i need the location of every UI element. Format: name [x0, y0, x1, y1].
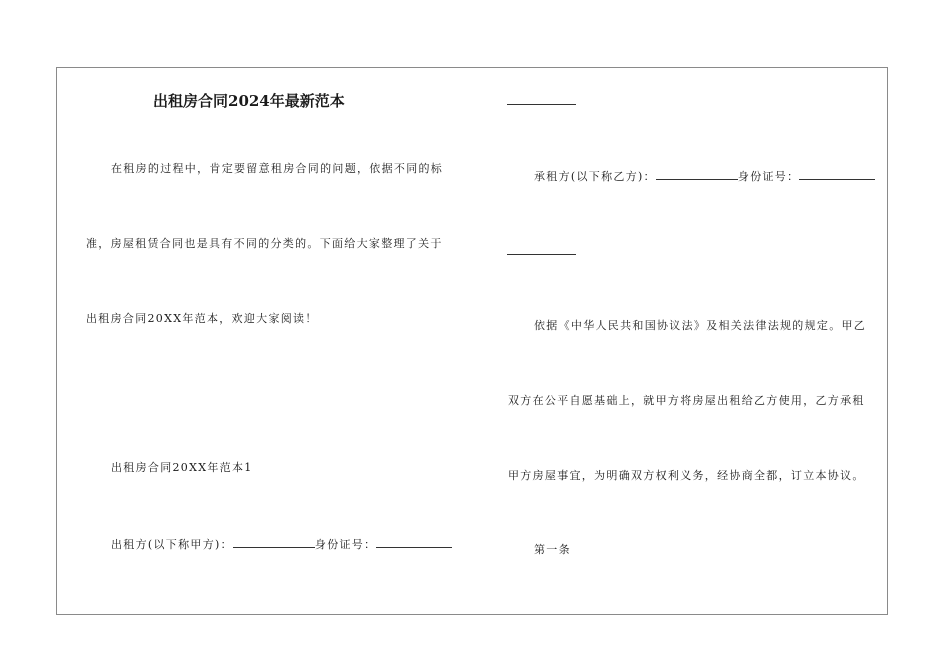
intro-paragraph-line-2: 准，房屋租赁合同也是具有不同的分类的。下面给大家整理了关于	[86, 237, 443, 250]
lessor-line	[111, 537, 452, 552]
lessee-id-label: 身份证号：	[737, 170, 800, 183]
lessee-label: 承租方(以下称乙方)：	[534, 170, 656, 183]
lessee-line	[534, 169, 875, 184]
article-one-heading: 第一条	[534, 543, 571, 556]
document-title: 出租房合同2024年最新范本	[153, 92, 345, 110]
intro-paragraph-line-1: 在租房的过程中，肯定要留意租房合同的问题，依据不同的标	[111, 162, 444, 175]
lessor-name-blank	[233, 537, 315, 548]
section-heading: 出租房合同20XX年范本1	[111, 461, 253, 474]
page-border	[56, 67, 888, 615]
body-paragraph-line-1: 依据《中华人民共和国协议法》及相关法律法规的规定。甲乙	[534, 319, 867, 332]
lessor-id-label: 身份证号：	[314, 538, 377, 551]
lessor-id-blank	[376, 537, 452, 548]
lessor-label: 出租方(以下称甲方)：	[111, 538, 233, 551]
body-paragraph-line-3: 甲方房屋事宜，为明确双方权利义务，经协商全都，订立本协议。	[508, 469, 865, 482]
lessee-id-blank	[799, 169, 875, 180]
intro-paragraph-line-3: 出租房合同20XX年范本，欢迎大家阅读！	[86, 312, 318, 325]
body-paragraph-line-2: 双方在公平自愿基础上，就甲方将房屋出租给乙方使用，乙方承租	[508, 394, 865, 407]
blank-line-id-continuation	[507, 254, 576, 255]
lessee-name-blank	[656, 169, 738, 180]
blank-line-top	[507, 104, 576, 105]
